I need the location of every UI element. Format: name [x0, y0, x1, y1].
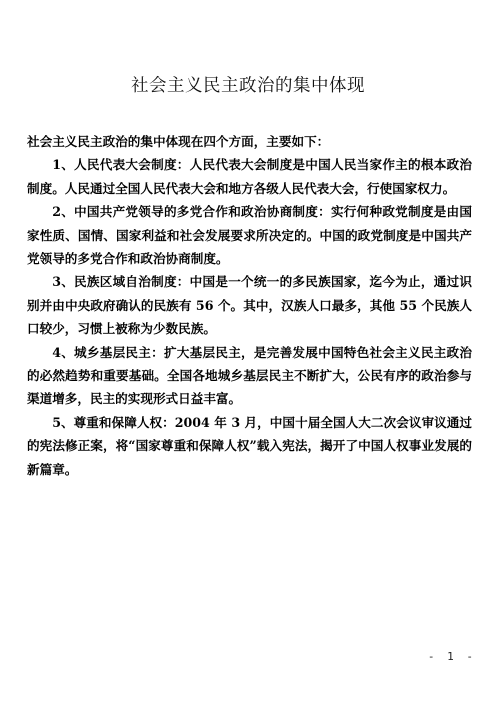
item-paragraph-5: 5、尊重和保障人权：2004 年 3 月，中国十届全国人大二次会议审议通过的宪法修正案，将“国家尊重和保障人权”载入宪法，揭开了中国人权事业发展的新篇章。	[27, 414, 472, 477]
document-body	[27, 130, 472, 481]
page-number: - 1 -	[427, 650, 476, 663]
intro-paragraph: 社会主义民主政治的集中体现在四个方面，主要如下：	[27, 134, 330, 149]
item-paragraph-3: 3、民族区域自治制度：中国是一个统一的多民族国家，迄今为止，通过识别并由中央政府确认的民族有 56 个。其中，汉族人口最多，其他 55 个民族人口较少，习惯上被称为少数民族。	[27, 274, 472, 337]
document-title: 社会主义民主政治的集中体现	[131, 76, 365, 96]
item-paragraph-4: 4、城乡基层民主：扩大基层民主，是完善发展中国特色社会主义民主政治的必然趋势和重要基础。全国各地城乡基层民主不断扩大，公民有序的政治参与渠道增多，民主的实现形式日益丰富。	[27, 344, 472, 407]
item-paragraph-1: 1、人民代表大会制度：人民代表大会制度是中国人民当家作主的根本政治制度。人民通过全国人民代表大会和地方各级人民代表大会，行使国家权力。	[27, 157, 472, 196]
item-paragraph-2: 2、中国共产党领导的多党合作和政治协商制度：实行何种政党制度是由国家性质、国情、国家利益和社会发展要求所决定的。中国的政党制度是中国共产党领导的多党合作和政治协商制度。	[27, 204, 472, 267]
